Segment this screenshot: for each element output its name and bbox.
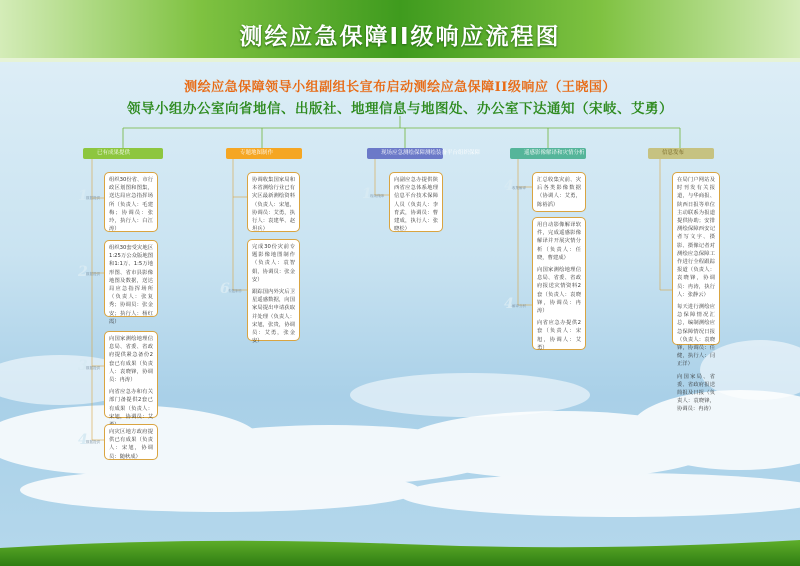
col1-box-3a: 向国家测绘地理信息局、省委、省政府提供紧急备份2套已有成果（负责人：袁晓锋，协调员：冉涛） <box>109 336 153 384</box>
col5-box-1: 在局门户网站及时刊发有关报道，与华商报、陕西日报等单位主动联系为报道提供协助；安排测绘保障西安记者写文字、摄影、摄像记者对测绘应急保障工作进行全程跟踪报道（负责人：袁晓锋，协调员：冉涛，执行人：张静云） <box>677 177 715 298</box>
step-label: 数据提供 <box>86 272 100 276</box>
header-remote-sensing: 遥感影像解译和灾情分析 <box>510 148 586 159</box>
col4-box-2 <box>532 217 586 350</box>
step-number: 4 <box>78 432 88 448</box>
header-info-release: 信息发布 <box>648 148 714 159</box>
step-number: 4 <box>504 296 514 312</box>
col4-box-1: 汇总收集灾前、灾后各类影像数据（协调人：艾勇，陈裕滔） <box>532 172 586 212</box>
step-number: 4 <box>504 178 514 194</box>
step-label: 专题制作 <box>228 289 242 293</box>
step-number: 1 <box>362 186 372 202</box>
col1-box-3b: 向省应急办和有关部门备提供2套已有成果（负责人：宋旭，协调员：艾 <box>109 389 153 420</box>
header-thematic-map: 专题地图制作 <box>226 148 302 159</box>
step-label: 解译分析 <box>512 304 526 308</box>
col4-box-2a: 用自动影像解译软件，完成遥感影像解译并开展灾情分析（负责人：任晓，曹建成） <box>537 222 581 261</box>
step-label: 数据提供 <box>86 366 100 370</box>
col2-box-6a: 完成30份灾前专题影像地图制作（负责人：袁智娟，协调员：张金安） <box>252 244 295 283</box>
col2-box-6b: 跟踪国内外灾后卫星遥感数据，向国家局提出申请获取并处理（负责人：宋旭，张贵，协调员：艾勇，张金安） <box>252 289 295 345</box>
step-number: 6 <box>220 281 230 297</box>
step-number: 1 <box>78 188 88 204</box>
col4-box-2c: 向省应急办提供2套（负责人：宋旭，协调人：艾勇） <box>537 320 581 351</box>
subtitle-notification: 领导小组办公室向省地信、出版社、地理信息与地图处、办公室下达通知（宋岐、艾勇） <box>127 101 673 117</box>
col2-box-6 <box>247 239 300 345</box>
header-existing-data: 已有成果提供 <box>83 148 163 159</box>
subtitle-activation: 测绘应急保障领导小组副组长宣布启动测绘应急保障II级响应（王晓国） <box>184 80 616 95</box>
step-label: 数据提供 <box>86 440 100 444</box>
step-label: 收集解译 <box>512 186 526 190</box>
col5-box <box>672 172 720 413</box>
col3-box: 向副应急办提供陕西省应急体系地理信息平台技术保障人员（负责人：李育武，协调员：曹建成，执行人：张晓松） <box>389 172 443 232</box>
page-title: 测绘应急保障II级响应流程图 <box>239 24 561 50</box>
step-number: 2 <box>78 264 88 280</box>
col4-box-2b: 向国家测绘地理信息局、省委、省政府报送灾情资料2套（负责人：袁晓锋，协调员：冉涛） <box>537 267 581 315</box>
col1-box-1: 组织30份省、市行政区划图和图集，送达局应急指挥场所（负责人：毛建梅；协调员：张玲，执行人：白江涛） <box>104 172 158 232</box>
col5-box-3: 向国家局、省委、省政府报送简报及日报（负责人：袁晓锋，协调员：冉涛） <box>677 373 715 413</box>
step-label: 现场保障 <box>370 194 384 198</box>
header-field-support: 现场应急测绘保障测绘装备平台组织保障 <box>367 148 443 159</box>
step-label: 数据提供 <box>86 196 100 200</box>
col1-box-4: 向灾区地方政府提供已有成果（负责人：宋旭，协调员：随秋成） <box>104 424 158 460</box>
col1-box-2: 组织30套受灾地区1:25万公众版地图和1:1万、1:5万地形图、省市县影像地图及数据，送达局应急指挥场所（负责人：张复秀；协调员：张金安；执行人：杨红霞） <box>104 240 158 317</box>
step-number: 3 <box>78 358 88 374</box>
col2-box-5: 协调收集国家局和本省测绘行业已有灾区最新测绘资料（负责人：宋旭，协调员：艾勇，执行人：袁建华、赵坦兵） <box>247 172 300 232</box>
col1-box-3 <box>104 331 158 418</box>
col5-box-2: 每天进行测绘应急保障情况汇总，编制测绘应急保障情况日报（负责人：袁晓锋，协调员：任健，执行人：闫正洋） <box>677 304 715 368</box>
